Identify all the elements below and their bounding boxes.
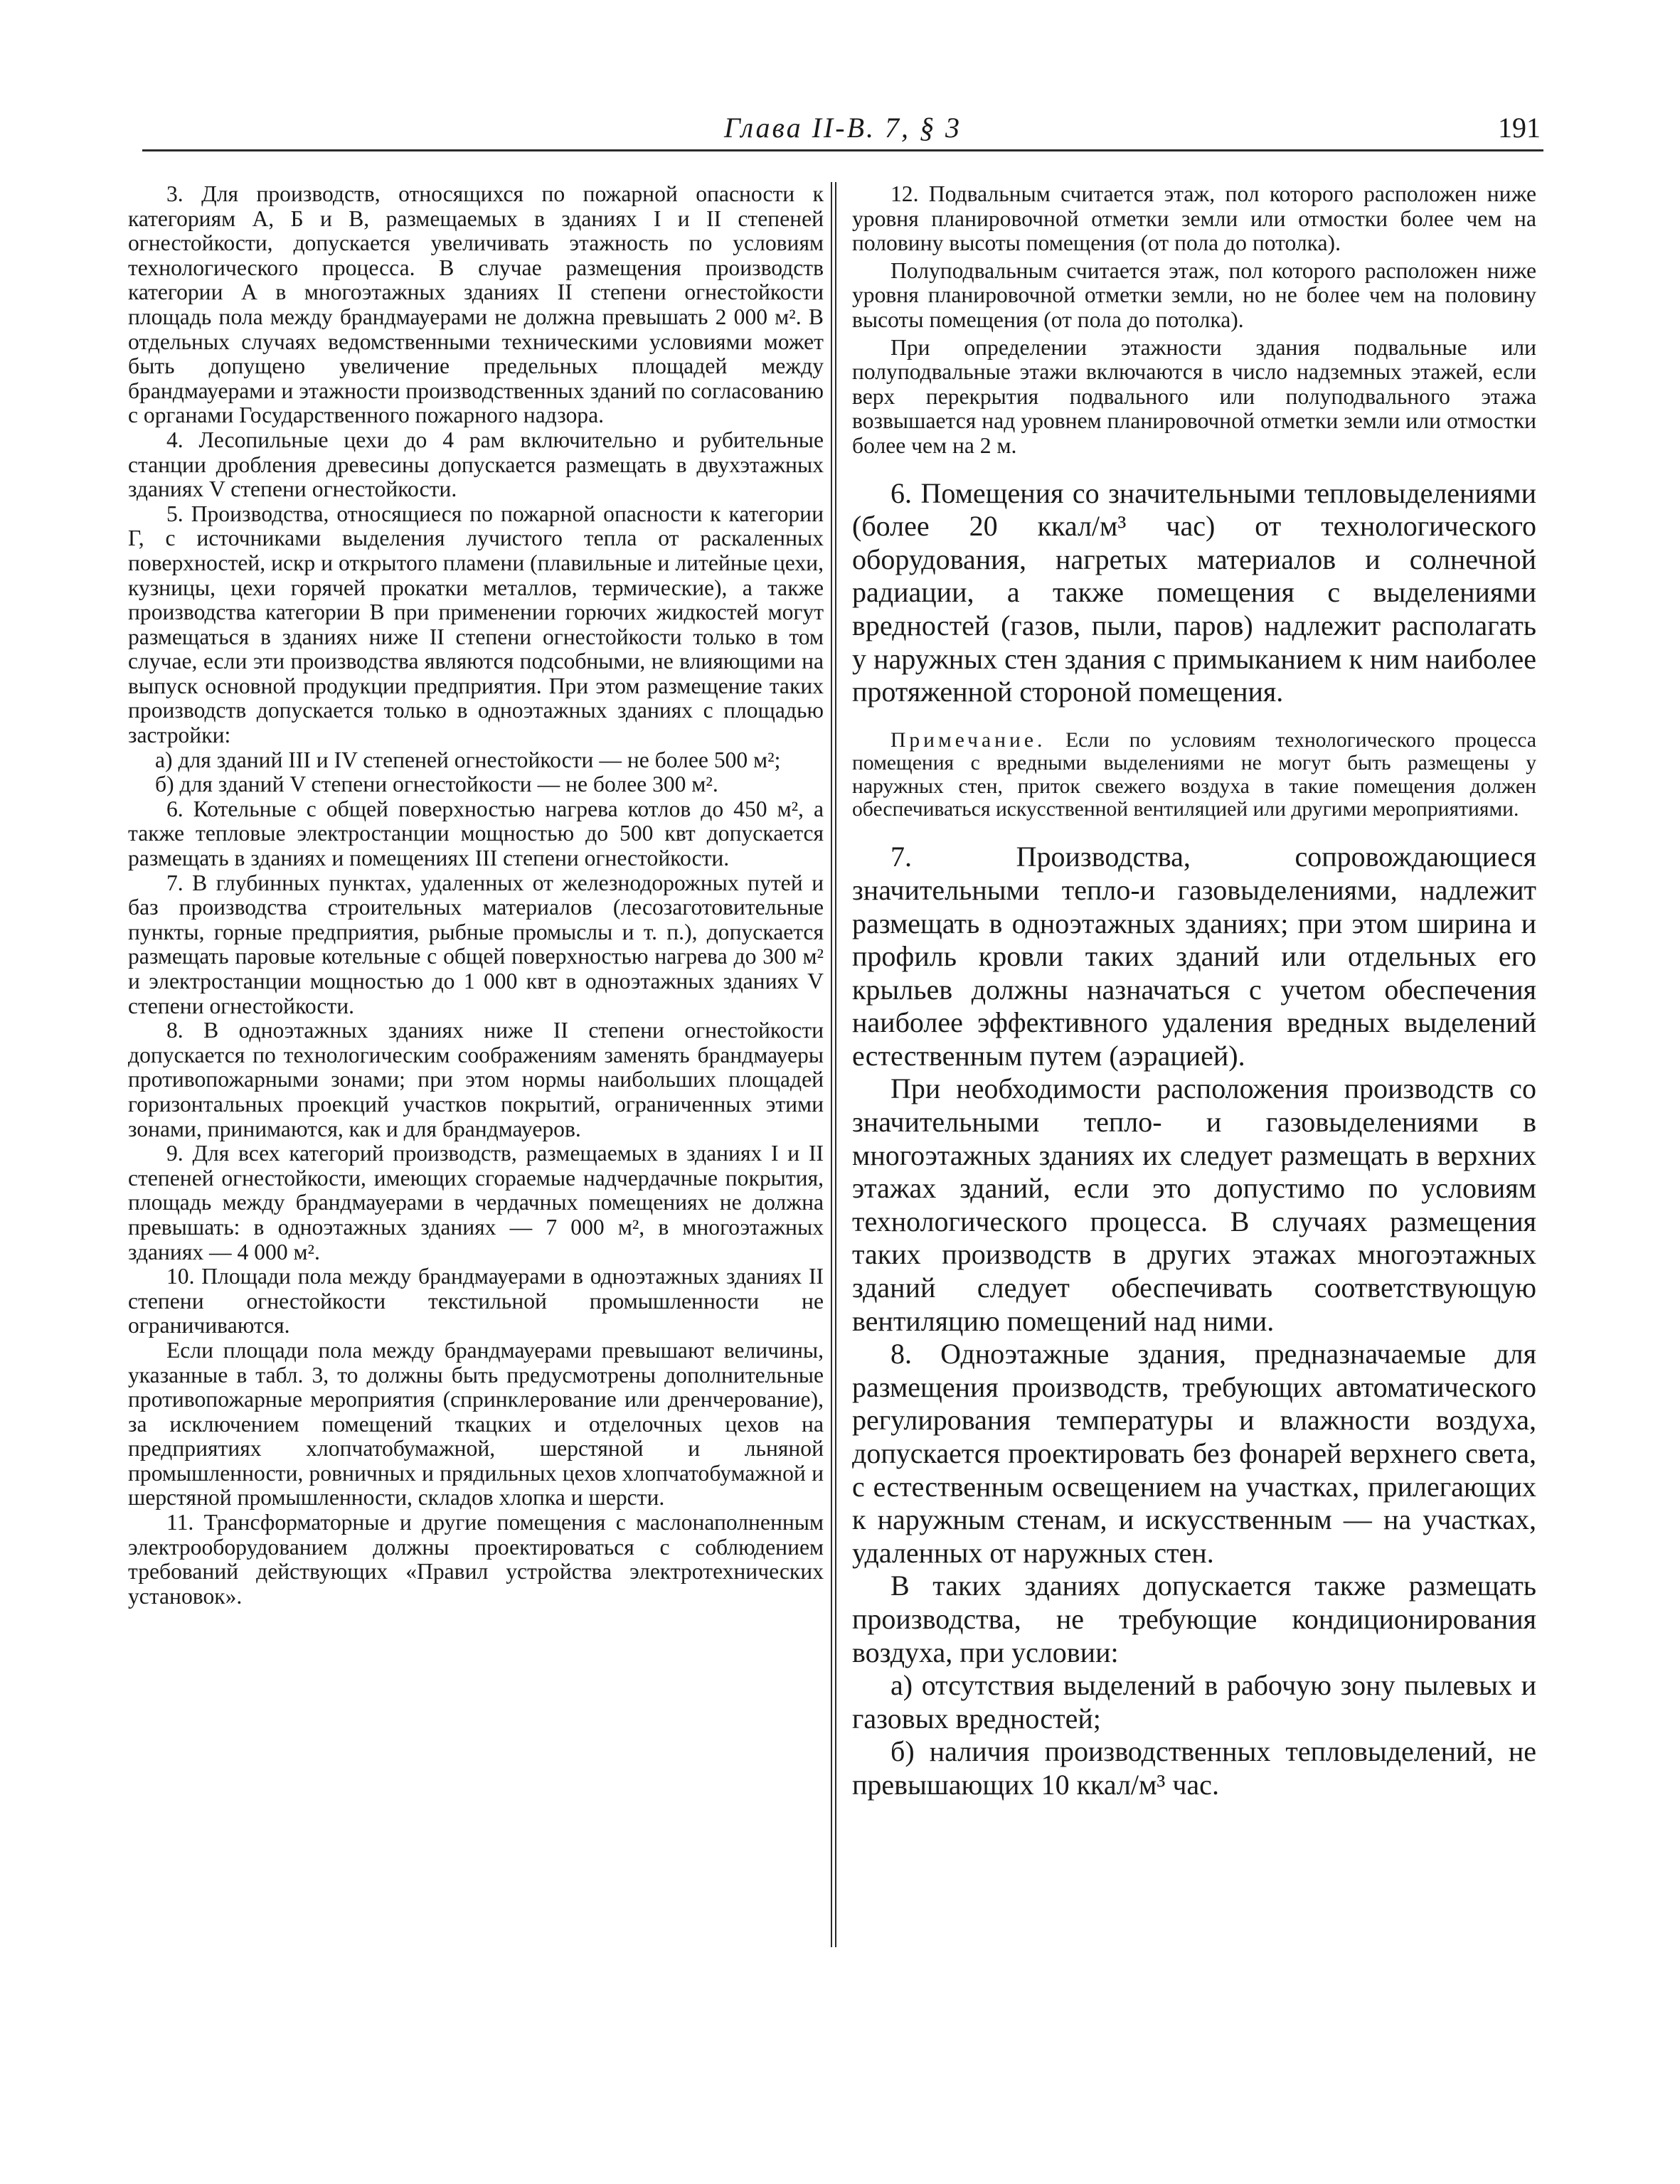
chapter-title: Глава II-В. 7, § 3	[723, 112, 962, 144]
note-text: Если по условиям технологического процесса помещения с вредными выделениями не могут быть размещены у наружных стен, приток свежего воздуха в такие помещения должен обеспечиваться искусственной вентиляцией или другими мероприятиями.	[852, 728, 1536, 821]
list-item-a: а) для зданий III и IV степеней огнестойкости — не более 500 м²;	[155, 747, 781, 772]
paragraph-4: 4. Лесопильные цехи до 4 рам включительно и рубительные станции дробления древесины допускается размещать в двухэтажных зданиях V степени огнестойкости.	[128, 427, 824, 502]
paragraph-3: 3. Для производств, относящихся по пожарной опасности к категориям А, Б и В, размещаемых в зданиях I и II степеней огнестойкости, допускается увеличивать этажность по условиям технологического процесса. В случае размещения производств категории А в многоэтажных зданиях II степени огнестойкости площадь пола между брандмауерами не должна превышать 2 000 м². В отдельных случаях ведомственными техническими условиями может быть допущено увеличение предельных площадей между брандмауерами и этажности производственных зданий по согласованию с органами Государственного пожарного надзора.	[128, 181, 824, 428]
note-label: Примечание.	[890, 728, 1046, 752]
paragraph-11: 11. Трансформаторные и другие помещения с маслонаполненным электрооборудованием должны проектироваться с соблюдением требований действующих «Правил устройства электротехнических установок».	[128, 1510, 824, 1609]
item-7: 7. Производства, сопровождающиеся значительными тепло-и газовыделениями, надлежит размещать в одноэтажных зданиях; при этом ширина и профиль кровли таких зданий или отдельных его крыльев должны назначаться с учетом обеспечения наиболее эффективного удаления вредных выделений естественным путем (аэрацией).	[852, 841, 1536, 1072]
page-header	[142, 108, 1543, 151]
column-divider	[831, 182, 836, 1947]
paragraph-7: 7. В глубинных пунктах, удаленных от железнодорожных путей и баз производства строительных материалов (лесозаготовительные пункты, горные предприятия, рыбные промыслы и т. п.), допускается размещать паровые котельные с общей поверхностью нагрева до 300 м² и электростанции мощностью до 1 000 квт в одноэтажных зданиях V степени огнестойкости.	[128, 870, 824, 1018]
paragraph-10: 10. Площади пола между брандмауерами в одноэтажных зданиях II степени огнестойкости текстильной промышленности не ограничиваются.	[128, 1264, 824, 1338]
paragraph-5: 5. Производства, относящиеся по пожарной опасности к категории Г, с источниками выделения лучистого тепла от раскаленных поверхностей, искр и открытого пламени (плавильные и литейные цехи, кузницы, цехи горячей прокатки металлов, термические), а также производства категории В при применении горючих жидкостей могут размещаться в зданиях ниже II степени огнестойкости только в том случае, если эти производства являются подсобными, не влияющими на выпуск основной продукции предприятия. При этом размещение таких производств допускается только в одноэтажных зданиях с площадью застройки:	[128, 501, 824, 748]
item-8: 8. Одноэтажные здания, предназначаемые для размещения производств, требующих автоматического регулирования температуры и влажности воздуха, допускается проектировать без фонарей верхнего света, с естественным освещением на участках, прилегающих к наружным стенам, и искусственным — на участках, удаленных от наружных стен.	[852, 1338, 1536, 1569]
paragraph-8: 8. В одноэтажных зданиях ниже II степени огнестойкости допускается по технологическим соображениям заменять брандмауеры противопожарными зонами; при этом нормы наибольших площадей горизонтальных проекций участков покрытий, ограниченных этими зонами, принимаются, как и для брандмауеров.	[128, 1018, 824, 1141]
item-7-continued: При необходимости расположения производств со значительными тепло- и газовыделениями в многоэтажных зданиях их следует размещать в верхних этажах зданий, если это допустимо по условиям технологического процесса. В случаях размещения таких производств в других этажах многоэтажных зданий следует обеспечивать соответствующую вентиляцию помещений над ними.	[852, 1072, 1536, 1337]
item-6: 6. Помещения со значительными тепловыделениями (более 20 ккал/м³ час) от технологического оборудования, нагретых материалов и солнечной радиации, а также помещения с выделениями вредностей (газов, пыли, паров) надлежит располагать у наружных стен здания с примыканием к ним наиболее протяженной стороной помещения.	[852, 476, 1536, 708]
left-column	[128, 182, 824, 1609]
list-item-b: б) для зданий V степени огнестойкости — не более 300 м².	[155, 772, 718, 797]
paragraph-6: 6. Котельные с общей поверхностью нагрева котлов до 450 м², а также тепловые электростанции мощностью до 500 квт допускается размещать в зданиях и помещениях III степени огнестойкости.	[128, 796, 824, 871]
paragraph-10-continued: Если площади пола между брандмауерами превышают величины, указанные в табл. 3, то должны быть предусмотрены дополнительные противопожарные мероприятия (спринклерование или дренчерование), за исключением помещений ткацких и отделочных цехов на предприятиях хлопчатобумажной, шерстяной и льняной промышленности, ровничных и прядильных цехов хлопчатобумажной и шерстяной промышленности, складов хлопка и шерсти.	[128, 1337, 824, 1511]
paragraph-12-storeys: При определении этажности здания подвальные или полуподвальные этажи включаются в число надземных этажей, если верх перекрытия подвального или полуподвального этажа возвышается над уровнем планировочной отметки земли или отмостки более чем на 2 м.	[852, 334, 1536, 458]
condition-a: а) отсутствия выделений в рабочую зону пылевых и газовых вредностей;	[852, 1669, 1536, 1735]
paragraph-9: 9. Для всех категорий производств, размещаемых в зданиях I и II степеней огнестойкости, имеющих сгораемые надчердачные покрытия, площадь между брандмауерами в чердачных помещениях не должна превышать: в одноэтажных зданиях — 7 000 м², в многоэтажных зданиях — 4 000 м².	[128, 1141, 824, 1264]
paragraph-12-semi-basement: Полуподвальным считается этаж, пол которого расположен ниже уровня планировочной отметки земли, но не более чем на половину высоты помещения (от пола до потолка).	[852, 257, 1536, 332]
item-8-continued: В таких зданиях допускается также размещать производства, не требующие кондиционирования воздуха, при условии:	[852, 1570, 1536, 1668]
paragraph-12: 12. Подвальным считается этаж, пол которого расположен ниже уровня планировочной отметки земли или отмостки более чем на половину высоты помещения (от пола до потолка).	[852, 181, 1536, 256]
page-number: 191	[1498, 112, 1541, 144]
right-column	[852, 182, 1536, 1802]
note	[852, 729, 1536, 821]
condition-b: б) наличия производственных тепловыделений, не превышающих 10 ккал/м³ час.	[852, 1735, 1536, 1801]
